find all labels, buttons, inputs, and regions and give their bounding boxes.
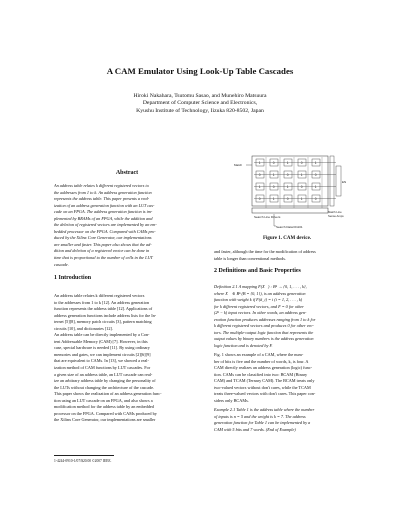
encoder-output-label: EN <box>342 180 347 184</box>
cam-cell-value: 1 <box>300 197 303 201</box>
continuation-line: table is longer than conventional methods. <box>214 255 286 261</box>
intro-text <box>54 293 200 424</box>
intro-line: ize an arbitrary address table by changing the personality of <box>54 378 156 384</box>
department: Department of Computer Science and Electronics, <box>142 100 258 107</box>
intro-line: address generation functions include address lists for the In- <box>54 312 157 318</box>
cam-cell-value: 0 <box>314 173 317 177</box>
intro-line: An address table can be directly implemented by a Con- <box>54 332 150 338</box>
intro-line: that are equivalent to CAMs. In [13], we showed a real- <box>54 358 149 364</box>
definition-line: for k different registered vectors, and F = 0 for other <box>214 303 304 309</box>
intro-line: tion using an LUT cascade on an FPGA, and also shows a <box>54 397 153 403</box>
body-line: treats three-valued vectors with don't cares. This paper con- <box>214 391 316 397</box>
example-line: of inputs is n = 5 and the weight is k = 7. The address <box>214 413 306 419</box>
abstract-line: the addresses from 1 to k. An address generation function <box>54 189 152 195</box>
abstract-line: represents the address table. This paper presents a real- <box>54 196 150 202</box>
cam-cell-value: 1 <box>314 185 317 189</box>
cam-cell-value: 0 <box>258 197 261 201</box>
paper-title: A CAM Emulator Using Look-Up Table Cascades <box>106 66 294 76</box>
intro-heading: 1 Introduction <box>54 275 92 281</box>
search-data-label: Search Data=01101 <box>276 225 303 229</box>
cam-cell-value: 0 <box>286 173 289 177</box>
abstract-line: cascade. <box>54 261 69 267</box>
example-text <box>214 407 360 433</box>
abstract-heading: Abstract <box>115 170 139 176</box>
cam-cell-value: 0 <box>286 197 289 201</box>
abstract-line: are smaller and faster. This paper also shows that the ad- <box>54 241 152 247</box>
abstract-line: time that is proportional to the number of cells in the LUT <box>54 255 153 261</box>
footnote-rule <box>54 455 114 456</box>
example-line: generation function for Table 1 can be implemented by a <box>214 420 311 426</box>
cam-cell-value: 1 <box>258 161 261 165</box>
cam-cell-value: 1 <box>314 161 317 165</box>
search-line-drivers-label: Search Line Drivers <box>254 215 281 219</box>
intro-line: circuits [10], and dictionaries [12]. <box>54 325 114 331</box>
intro-line: ternet [5][8], memory patch circuits [3], pattern matching <box>54 319 152 325</box>
intro-line: tent Addressable Memory (CAM) [7]. However, in this <box>54 338 148 344</box>
abstract-line: duced by the Xilinx Core Generator, our implementations <box>54 235 152 241</box>
abstract-line: bedded processor on the FPGA. Compared with CAMs pro- <box>54 228 156 234</box>
cam-cell-value: 0 <box>300 185 303 189</box>
match-label: Match <box>234 163 243 167</box>
continuation-line: and faster, although the time for the modification of address <box>214 249 316 254</box>
cam-figure <box>232 152 352 232</box>
intro-line: the LUTs without changing the architecture of the cascade. <box>54 384 155 390</box>
section2-heading: 2 Definitions and Basic Properties <box>214 268 301 274</box>
intro-line: a given size of an address table, an LUT cascade can real- <box>54 371 153 377</box>
sense-amps-label: Sense Amps <box>328 214 344 218</box>
intro-line: the Xilinx Core Generator, our implementations are smaller <box>54 417 156 423</box>
definition-text <box>214 284 360 349</box>
intro-line: ization method of CAM functions by LUT cascades. For <box>54 365 151 371</box>
definition-line: Definition 2.1 A mapping F(X⃗) : Bⁿ → {0, 1, . . . , k}, <box>214 284 307 289</box>
cam-cell-value: 0 <box>314 197 317 201</box>
intro-line: case, special hardware is needed [11]. By using ordinary <box>54 345 150 351</box>
definition-line: (2ⁿ − k) input vectors. In other words, an address gen- <box>214 310 307 316</box>
cam-cell-value: 0 <box>272 185 275 189</box>
cam-cell-value: 1 <box>286 185 289 189</box>
abstract-line: dition and deletion of a registered vector can be done in <box>54 248 150 254</box>
abstract-line: plemented by BRAMs of an FPGA, while the addition and <box>54 215 153 221</box>
intro-line: processor on the FPGA. Compared with CAMs produced by <box>54 410 157 416</box>
cam-cell-value: 1 <box>258 185 261 189</box>
abstract-line: cade on an FPGA. The address generation function is im- <box>54 209 153 215</box>
cam-cell-value: 0 <box>300 161 303 165</box>
body-line: CAM directly realizes an address generation (logic) func- <box>214 365 313 371</box>
body-line: siders only BCAMs. <box>214 397 249 403</box>
definition-line: logic function and is denoted by F. <box>214 342 273 348</box>
definition-line: function with weight k if F(ā_i) = i (i = 1, 2, . . . , k) <box>214 297 303 303</box>
body-line: Fig. 1 shows an example of a CAM, where the num- <box>214 352 304 357</box>
definition-line: k different registered vectors and produces 0 for other vec- <box>214 323 314 329</box>
body-line: ber of bits is five and the number of words, k, is four. A <box>214 358 309 364</box>
intro-line: to the addresses from 1 to k [12]. An address generation <box>54 299 150 305</box>
cam-diagram <box>232 152 352 232</box>
institution: Kyushu Institute of Technology, Iizuka 820-8502, Japan <box>136 107 264 114</box>
body-line: two-valued vectors without don't cares, while the TCAM <box>214 384 311 390</box>
abstract-text <box>54 183 200 268</box>
continuation-text <box>214 249 360 262</box>
cam-cell-value: 0 <box>272 161 275 165</box>
body-line: tion. CAMs can be classified into two: BCAM (Binary <box>214 371 308 377</box>
abstract-line: ization of an address generation function with an LUT cas- <box>54 202 155 208</box>
example-line: CAM with 5 bits and 7 words. (End of Example) <box>214 426 296 432</box>
example-line: Example 2.1 Table 1 is the address table where the number <box>214 407 315 412</box>
intro-line: function represents the address table [12]. Applications of <box>54 306 153 312</box>
intro-line: An address table relates k different registered vectors <box>54 293 145 298</box>
cam-cell-value: 1 <box>272 197 275 201</box>
cam-cell-value: 1 <box>286 161 289 165</box>
intro-line: This paper shows the realization of an address generation func- <box>54 391 162 397</box>
definition-line: output values by binary numbers is the address generation <box>214 336 314 342</box>
definition-line: where X⃗ ∈ Bⁿ (B = {0, 1}), is an address generation <box>214 290 306 296</box>
abstract-line: the deletion of registered vectors are implemented by an em- <box>54 222 157 228</box>
match-line-label: Match Line <box>328 210 342 214</box>
cam-cell-value: 1 <box>272 173 275 177</box>
definition-line: eration function produces addresses ranging from 1 to k for <box>214 316 316 322</box>
abstract-line: An address table relates k different registered vectors to <box>54 183 149 188</box>
authors: Hiroki Nakahara, Tsutomu Sasao, and Munehiro Matsuura <box>133 93 267 99</box>
intro-line: modification method for the address table by an embedded <box>54 404 154 410</box>
figure-caption: Figure 1. CAM device. <box>262 236 312 241</box>
cam-cell-value: 0 <box>258 173 261 177</box>
definition-line: tors. The multiple-output logic function that represents the <box>214 329 314 335</box>
author-block <box>0 93 400 115</box>
body-line: CAM) and TCAM (Ternary CAM). The BCAM treats only <box>214 378 315 384</box>
intro-line: memories and gates, we can implement circuits [2][6][9] <box>54 351 151 357</box>
cam-cell-value: 1 <box>300 173 303 177</box>
copyright-footer: 1-4244-0910-1/07/$20.00 ©2007 IEEE. <box>54 459 112 463</box>
section2-body <box>214 352 360 404</box>
